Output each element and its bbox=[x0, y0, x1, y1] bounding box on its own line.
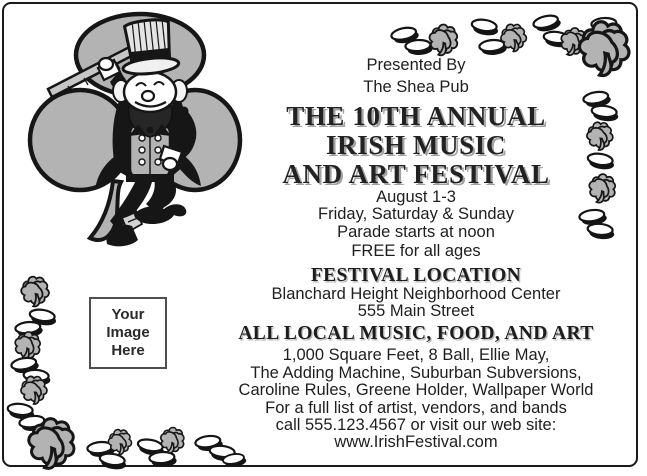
presenter-name: The Shea Pub bbox=[363, 77, 469, 96]
lineup-info-line: For a full list of artist, vendors, and bands bbox=[265, 398, 567, 417]
lineup-line: Caroline Rules, Greene Holder, Wallpaper World bbox=[238, 381, 594, 400]
title-line-3: AND ART FESTIVAL bbox=[282, 159, 550, 189]
event-dates: August 1-3 bbox=[376, 188, 456, 206]
flyer-text-column bbox=[190, 55, 642, 452]
title-line-1: THE 10TH ANNUAL bbox=[286, 101, 546, 131]
event-days: Friday, Saturday & Sunday bbox=[318, 205, 514, 224]
lineup-contact-line: call 555.123.4567 or visit our web site: bbox=[275, 416, 557, 435]
lineup-heading: ALL LOCAL MUSIC, FOOD, AND ART bbox=[238, 323, 594, 345]
lineup-line: 1,000 Square Feet, 8 Ball, Ellie May, bbox=[282, 346, 550, 365]
location-street: 555 Main Street bbox=[357, 302, 475, 321]
location-venue: Blanchard Height Neighborhood Center bbox=[271, 284, 561, 303]
website-url: www.IrishFestival.com bbox=[334, 433, 498, 452]
image-placeholder-line: Your bbox=[111, 306, 145, 323]
image-placeholder[interactable] bbox=[89, 297, 167, 369]
title-line-2: IRISH MUSIC bbox=[326, 130, 506, 160]
image-placeholder-line: Here bbox=[111, 342, 145, 359]
location-heading: FESTIVAL LOCATION bbox=[310, 264, 522, 286]
image-placeholder-line: Image bbox=[106, 324, 150, 341]
parade-note: Parade starts at noon bbox=[337, 222, 495, 241]
admission-note: FREE for all ages bbox=[351, 242, 481, 261]
presented-by-label: Presented By bbox=[366, 56, 466, 74]
lineup-line: The Adding Machine, Suburban Subversions, bbox=[250, 363, 582, 382]
